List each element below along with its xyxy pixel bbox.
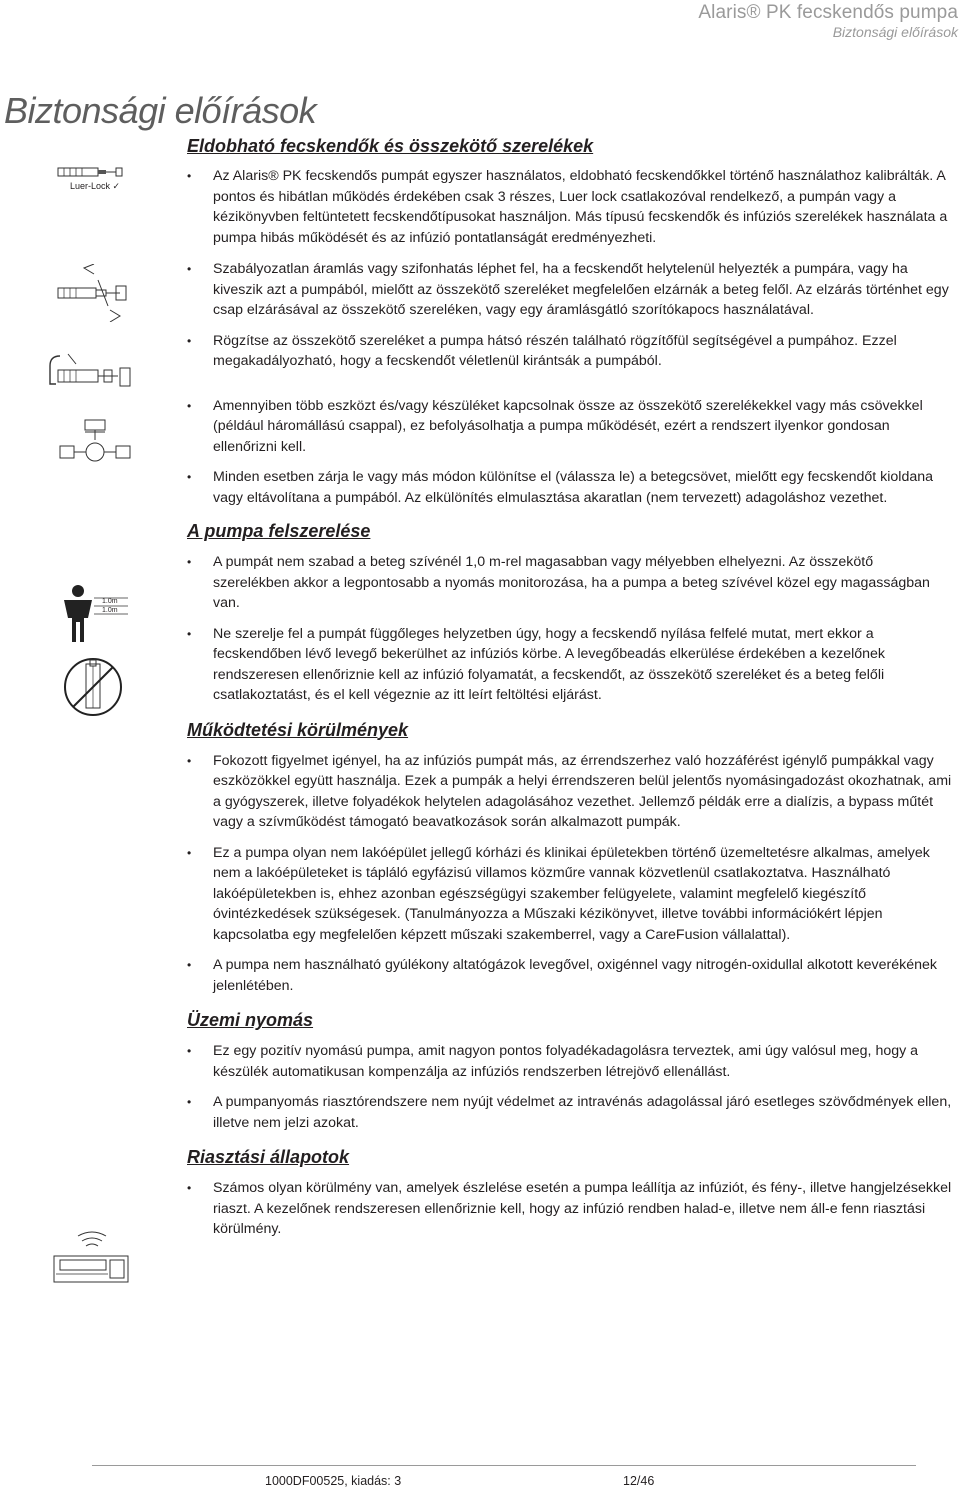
list-item: • A pumpanyomás riasztórendszere nem nyújt védelmet az intravénás adagolással járó esetleges szövődmények ellen, illetve nem jelzi azokat.	[187, 1092, 953, 1133]
no-vertical-mount-icon	[62, 656, 124, 718]
three-way-stopcock-icon	[58, 418, 132, 466]
alarm-pump-icon	[52, 1230, 132, 1288]
list-item: • A pumpa nem használható gyúlékony altatógázok levegővel, oxigénnel vagy nitrogén-oxidullal alkotott keverékének jelenlétében.	[187, 955, 953, 996]
luer-lock-label: Luer-Lock ✓	[70, 181, 121, 191]
height-upper-label: 1.0m	[102, 598, 118, 605]
main-content	[187, 134, 953, 1240]
patient-height-icon	[54, 584, 130, 644]
section-title-operating-pressure: Üzemi nyomás	[187, 1010, 314, 1030]
bullet-list-disposable-syringes	[187, 166, 953, 508]
list-item: • Fokozott figyelmet igényel, ha az infúziós pumpát más, az érrendszerhez való hozzáférést igénylő pumpákkal vagy eszközökkel együtt használja. Ezek a pumpák a helyi érrendszeren belül jelentős nyomásingadozást okozhatnak, ami a gyógyszerek, illetve folyadékok helytelen adagolásához vezethet. Jellemző példák erre a dialízis, a bypass műtét vagy a szívműködést támogató beavatkozások során alkalmazott pumpák.	[187, 751, 953, 833]
page-title: Biztonsági előírások	[4, 90, 317, 132]
list-item: • Amennyiben több eszközt és/vagy készüléket kapcsolnak össze az összekötő szerelékekkel vagy más csövekkel (például háromállású csappal), ez befolyásolhatja a pumpa működését, ezért a rendszert ilyenkor gondosan ellenőrizni kell.	[187, 396, 953, 458]
height-lower-label: 1.0m	[102, 607, 118, 614]
list-item: • Ez a pumpa olyan nem lakóépület jellegű kórházi és klinikai épületekben történő üzemeltetésre alkalmas, amelyek nem a lakóépületeket is tápláló egyfázisú villamos közműre vannak közvetlenül csatlakoztatva. Használható lakóépületekben is, ehhez azonban egészségügyi szakember felügyelete, valamint megfelelő kiegészítő óvintézkedések szükségesek. (Tanulmányozza a Műszaki kézikönyvet, illetve további információkért lépjen kapcsolatba egy megfelelően képzett műszaki szakemberrel, vagy a CareFusion vállalattal).	[187, 843, 953, 946]
list-item: • Ne szerelje fel a pumpát függőleges helyzetben úgy, hogy a fecskendő nyílása felfelé mutat, mert ekkor a fecskendőben lévő levegő bekerülhet az infúziós körbe. A levegőbeadás elkerülése érdekében a kezelőnek rendszeresen ellenőriznie kell az infúzió folyamatát, a fecskendőt, az összekötő szereléket és a beteg felőli csatlakoztatást, és el kell végeznie az itt leírt feltöltési eljárást.	[187, 624, 953, 706]
header-product-title: Alaris® PK fecskendős pumpa	[698, 2, 958, 23]
section-title-operating-conditions: Működtetési körülmények	[187, 719, 409, 740]
bullet-list-operating-conditions	[187, 751, 953, 997]
bullet-list-pump-mounting	[187, 552, 953, 706]
section-title-disposable-syringes: Eldobható fecskendők és összekötő szerelékek	[187, 136, 594, 156]
section-title-pump-mounting: A pumpa felszerelése	[187, 521, 371, 541]
list-item: • Rögzítse az összekötő szereléket a pumpa hátsó részén található rögzítőfül segítségével a pumpához. Ezzel megakadályozható, hogy a fecskendőt véletlenül kirántsák a pumpából.	[187, 331, 953, 372]
list-item: • Ez egy pozitív nyomású pumpa, amit nagyon pontos folyadékadagolásra terveztek, ami úgy valósul meg, hogy a készülék automatikusan kompenzálja az infúziós rendszerben létrejövő ellenállást.	[187, 1041, 953, 1082]
footer-page-number: 12/46	[623, 1474, 655, 1488]
luer-lock-syringe-icon	[56, 162, 126, 198]
list-item: • Az Alaris® PK fecskendős pumpát egyszer használatos, eldobható fecskendőkkel történő használathoz kalibrálták. A pontos és hibátlan működés érdekében csak 3 részes, Luer lock csatlakozóval rendelkező, a pumpán vagy a kézikönyvben feltüntetett fecskendőtípusokat használjon. Más típusú fecskendők és infúziós szerelékek használata a pumpa hibás működését és az infúzió pontatlanságát eredményezheti.	[187, 166, 953, 248]
syringe-clamp-icon	[54, 264, 134, 322]
header-section-title: Biztonsági előírások	[832, 24, 958, 40]
list-item: • Számos olyan körülmény van, amelyek észlelése esetén a pumpa leállítja az infúziót, és fény-, illetve hangjelzésekkel riaszt. A kezelőnek rendszeresen ellenőriznie kell, hogy az infúzió rendben halad-e, illetve nem áll-e fenn riasztási körülmény.	[187, 1178, 953, 1240]
list-item: • Szabályozatlan áramlás vagy szifonhatás léphet fel, ha a fecskendőt helytelenül helyezték a pumpára, vagy ha kiveszik azt a pumpából, mielőtt az összekötő szereléket megfelelően elzárnák a beteg felől. Az elzárás történhet egy csap elzárásával az összekötő szereléken, vagy egy áramlásgátló szorítókapocs használatával.	[187, 259, 953, 321]
line-clamp-icon	[48, 352, 134, 392]
footer-divider	[92, 1465, 916, 1466]
bullet-list-alarm-conditions	[187, 1178, 953, 1240]
list-item: • A pumpát nem szabad a beteg szívénél 1,0 m-rel magasabban vagy mélyebben elhelyezni. Az összekötő szerelékben akkor a legpontosabb a nyomás monitorozása, ha a pumpa a beteg szívével közel egy magasságban van.	[187, 552, 953, 614]
section-title-alarm-conditions: Riasztási állapotok	[187, 1147, 350, 1167]
list-item: • Minden esetben zárja le vagy más módon különítse el (válassza le) a betegcsövet, mielőtt egy fecskendőt kioldana vagy eltávolítana a pumpából. Az elkülönítés elmulasztása akaratlan (nem tervezett) adagoláshoz vezethet.	[187, 467, 953, 508]
bullet-list-operating-pressure	[187, 1041, 953, 1133]
footer-document-number: 1000DF00525, kiadás: 3	[265, 1474, 402, 1488]
